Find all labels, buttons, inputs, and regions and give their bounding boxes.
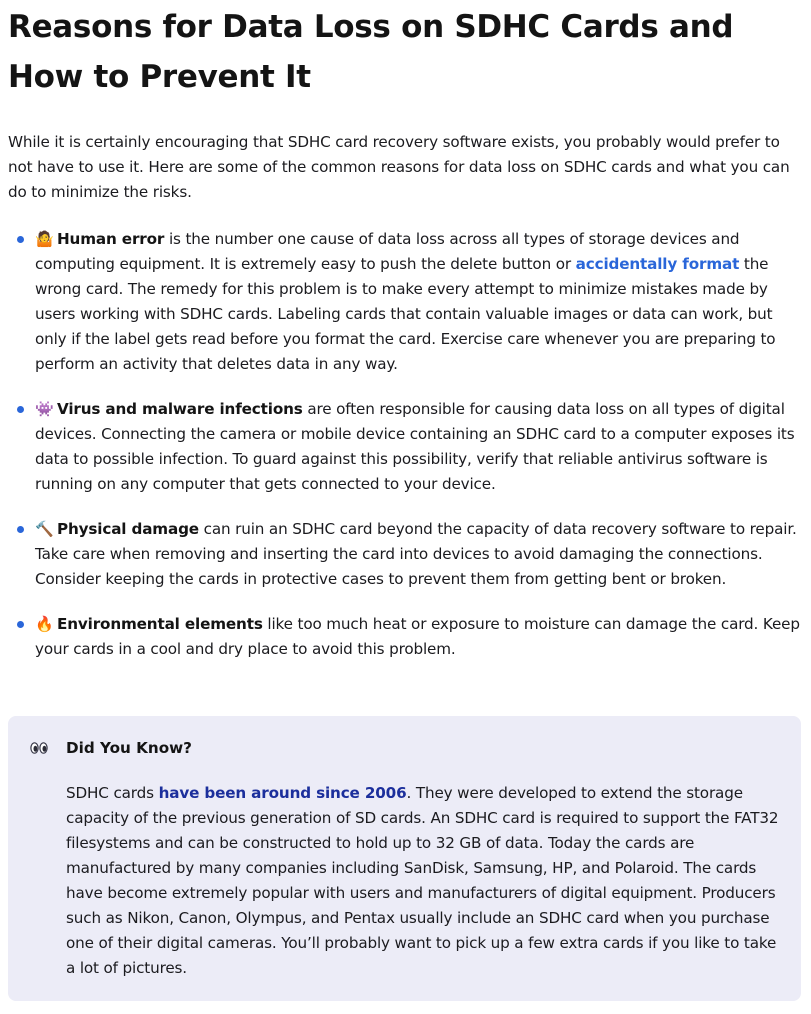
reason-text: like too much heat or exposure to moisture can damage the card. Keep your cards in a cool and dry place to avoid this problem. <box>35 615 800 658</box>
list-item-human-error <box>8 227 805 377</box>
reason-text: can ruin an SDHC card beyond the capacity of data recovery software to repair. Take care when removing and inserting the card into devices to avoid damaging the connections. Consider keeping the cards in protective cases to prevent them from getting bent or broken. <box>35 520 797 588</box>
reason-heading: Virus and malware infections <box>57 400 303 418</box>
callout-text: . They were developed to extend the storage capacity of the previous generation of SD cards. An SDHC card is required to support the FAT32 filesystems and can be constructed to hold up to 32 GB of data. Today the cards are manufactured by many companies including SanDisk, Samsung, HP, and Polaroid. The cards have become extremely popular with users and manufacturers of digital equipment. Producers such as Nikon, Canon, Olympus, and Pentax usually include an SDHC card when you purchase one of their digital cameras. You’ll probably want to pick up a few extra cards if you like to take a lot of pictures. <box>66 784 779 977</box>
reason-text: are often responsible for causing data loss on all types of digital devices. Connecting the camera or mobile device containing an SDHC card to a computer exposes its data to possible infection. To guard against this possibility, verify that reliable antivirus software is running on any computer that gets connected to your device. <box>35 400 795 493</box>
intro-paragraph: While it is certainly encouraging that SDHC card recovery software exists, you probably would prefer to not have to use it. Here are some of the common reasons for data loss on SDHC cards and what you can do to minimize the risks. <box>8 133 790 201</box>
person-shrugging-icon: 🤷 <box>35 230 54 248</box>
reason-text: is the number one cause of data loss across all types of storage devices and computing equipment. It is extremely easy to push the delete button or <box>35 230 740 273</box>
list-item-virus-malware <box>8 397 805 497</box>
bullet-dot <box>17 236 24 243</box>
fire-icon: 🔥 <box>35 615 54 633</box>
callout-header <box>30 736 781 760</box>
bullet-dot <box>17 621 24 628</box>
reasons-list <box>8 227 803 662</box>
eyes-icon <box>30 738 66 758</box>
bullet-dot <box>17 526 24 533</box>
alien-monster-icon: 👾 <box>35 400 54 418</box>
reason-heading: Environmental elements <box>57 615 263 633</box>
reason-heading: Physical damage <box>57 520 199 538</box>
list-item-environmental <box>8 612 805 662</box>
article-title: Reasons for Data Loss on SDHC Cards and How to Prevent It <box>8 9 734 95</box>
accidentally-format-link[interactable]: accidentally format <box>575 255 740 273</box>
callout-title: Did You Know? <box>66 739 192 757</box>
reason-heading: Human error <box>57 230 165 248</box>
reason-text: the wrong card. The remedy for this problem is to make every attempt to minimize mistakes made by users working with SDHC cards. Labeling cards that contain valuable images or data can work, but only if the label gets read before you format the card. Exercise care whenever you are preparing to perform an activity that deletes data in any way. <box>35 255 776 373</box>
list-item-physical-damage <box>8 517 805 592</box>
did-you-know-callout <box>8 716 801 1001</box>
since-2006-link[interactable]: have been around since 2006 <box>158 784 407 802</box>
callout-text: SDHC cards <box>66 784 159 802</box>
bullet-dot <box>17 406 24 413</box>
callout-body <box>66 781 781 981</box>
hammer-icon: 🔨 <box>35 520 54 538</box>
